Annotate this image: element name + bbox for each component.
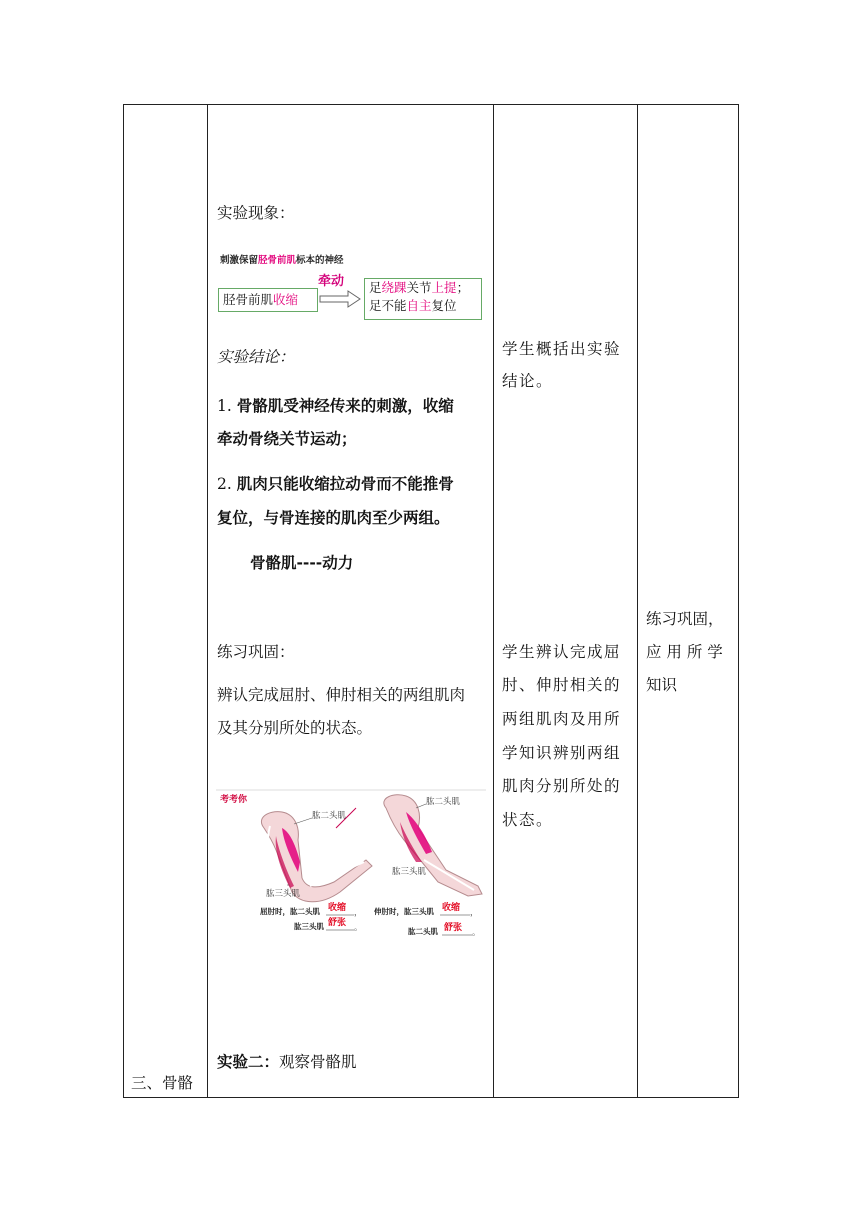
- practice-label: 练习巩固：: [217, 643, 295, 661]
- table-border-col1: [207, 104, 208, 1098]
- muscle-contract-box: 胫骨前肌收缩: [218, 288, 318, 312]
- power-note: 骨骼肌----动力: [250, 554, 354, 572]
- col3-item2-line4: 学知识辨别两组: [502, 744, 622, 762]
- conclusion-1-line2: 牵动骨绕关节运动；: [217, 430, 357, 448]
- right-biceps-label: 肱二头肌: [426, 797, 461, 807]
- svg-text:。: 。: [472, 928, 480, 937]
- conclusion-1-line1: 1. 骨骼肌受神经传来的刺激，收缩: [217, 397, 454, 415]
- table-border-right: [738, 104, 739, 1098]
- svg-text:，: ，: [470, 908, 478, 917]
- col3-item2-line3: 两组肌肉及用所: [502, 710, 622, 728]
- practice-line1: 辨认完成屈肘、伸肘相关的两组肌肉: [217, 686, 466, 704]
- flexed-arm-illustration: [261, 808, 372, 902]
- stamp-label: 考考你: [220, 795, 248, 805]
- conclusion-2-line1: 2. 肌肉只能收缩拉动骨而不能推骨: [217, 475, 454, 493]
- col3-item1-line2: 结论。: [502, 372, 554, 390]
- right-triceps-label: 肱三头肌: [392, 867, 427, 877]
- section-heading: 三、骨骼: [131, 1074, 194, 1092]
- col3-item1-line1: 学生概括出实验: [502, 340, 622, 358]
- left-triceps-label: 肱三头肌: [266, 889, 301, 899]
- right-arrow-icon: [318, 290, 362, 308]
- phenomenon-figure: [214, 248, 482, 322]
- foot-movement-box: 足绕踝关节上提； 足不能自主复位: [364, 278, 482, 320]
- col4-line1: 练习巩固，: [646, 610, 724, 628]
- col4-line3: 知识: [646, 676, 678, 694]
- right-caption-2: 肱二头肌: [408, 927, 438, 936]
- left-caption-2: 肱三头肌: [294, 922, 324, 931]
- phenomenon-label: 实验现象：: [217, 204, 295, 222]
- practice-line2: 及其分别所处的状态。: [217, 719, 373, 737]
- arm-muscles-figure: [216, 788, 486, 948]
- figure1-caption: 刺激保留胫骨前肌标本的神经: [220, 255, 344, 266]
- col3-item2-line2: 肘、伸肘相关的: [502, 676, 622, 694]
- conclusion-2-line2: 复位，与骨连接的肌肉至少两组。: [217, 509, 450, 527]
- table-top-border: [123, 104, 739, 105]
- conclusion-label: 实验结论：: [217, 348, 295, 366]
- right-caption-1: 伸肘时，肱三头肌: [374, 907, 434, 916]
- arrow-label: 牵动: [318, 274, 345, 289]
- left-biceps-label: 肱二头肌: [312, 811, 347, 821]
- table-border-left: [123, 104, 124, 1098]
- left-answer-2: 舒张: [328, 918, 347, 928]
- svg-text:。: 。: [354, 923, 362, 932]
- experiment2-heading: 实验二：观察骨骼肌: [217, 1053, 357, 1071]
- right-answer-1: 收缩: [442, 903, 461, 913]
- table-bottom-border: [123, 1097, 739, 1098]
- col3-item2-line5: 肌肉分别所处的: [502, 777, 622, 795]
- col3-item2-line6: 状态。: [502, 811, 554, 829]
- left-caption-1: 屈肘时，肱二头肌: [260, 907, 320, 916]
- right-answer-2: 舒张: [444, 923, 463, 933]
- table-border-col2: [493, 104, 494, 1098]
- left-answer-1: 收缩: [328, 903, 347, 913]
- col3-item2-line1: 学生辨认完成屈: [502, 643, 622, 661]
- col4-line2: 应 用 所 学: [646, 643, 723, 661]
- svg-text:，: ，: [354, 908, 362, 917]
- extended-arm-illustration: [384, 795, 482, 896]
- table-border-col3: [637, 104, 638, 1098]
